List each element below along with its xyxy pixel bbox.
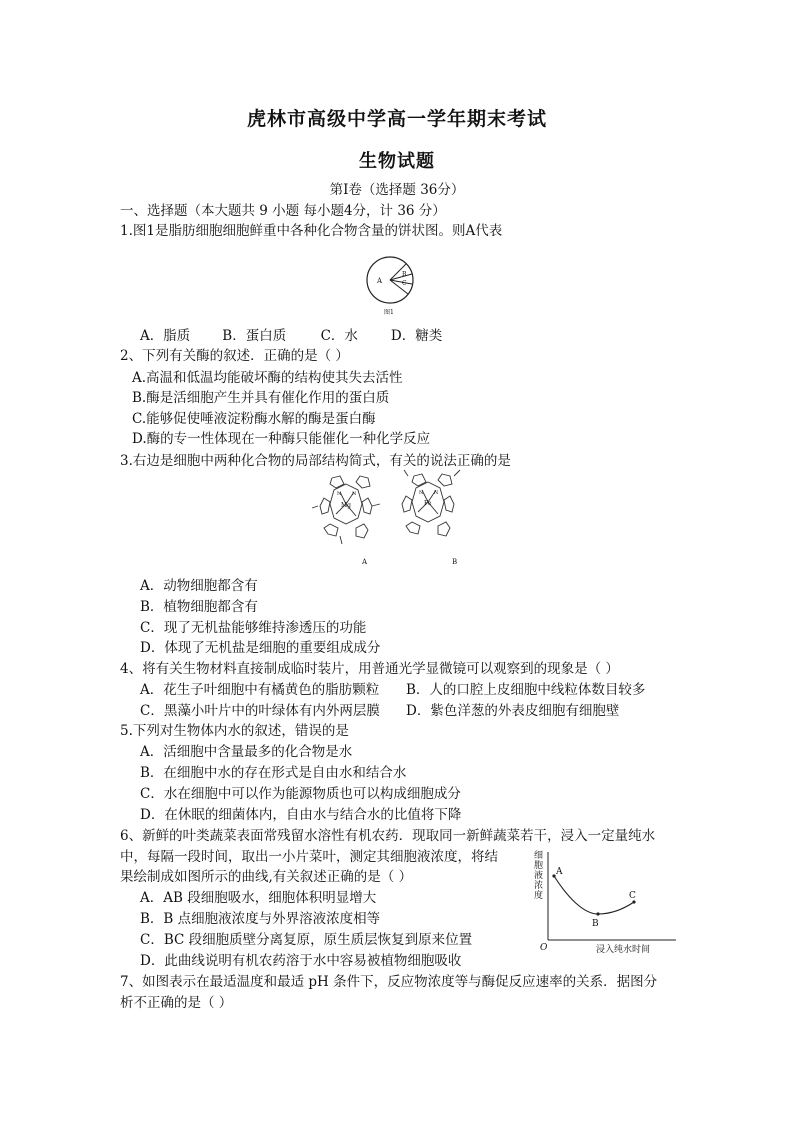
q3-nitrogen-2: N (352, 491, 357, 497)
q3-stem: 3.右边是细胞中两种化合物的局部结构简式，有关的说法正确的是 (120, 453, 511, 469)
q6-curve (554, 876, 634, 914)
q6-stem-line-3: 果绘制成如图所示的曲线,有关叙述正确的是（ ） (120, 869, 413, 885)
q3-structure-figure (310, 470, 470, 574)
q4-option-c[interactable]: C．黑藻小叶片中的叶绿体有内外两层膜 (140, 703, 380, 719)
q3-label-a: A (362, 558, 368, 566)
q2-option-b[interactable]: B.酶是活细胞产生并具有催化作用的蛋白质 (132, 390, 390, 406)
q7-stem-line-2: 析不正确的是（ ） (120, 995, 233, 1011)
q2-option-d[interactable]: D.酶的专一性体现在一种酶只能催化一种化学反应 (132, 431, 431, 447)
q3-label-b: B (452, 558, 458, 566)
q6-stem-line-1: 6、新鲜的叶类蔬菜表面常残留水溶性有机农药．现取同一新鲜蔬菜若干，浸入一定量纯水 (120, 828, 656, 844)
q1-pie-label-b: B (402, 271, 407, 278)
q6-option-b[interactable]: B．B 点细胞液浓度与外界溶液浓度相等 (140, 911, 381, 927)
q1-pie-label-a: A (377, 277, 383, 285)
q1-option-c[interactable]: C．水 (320, 328, 358, 344)
q3-atom-fe: Fe (424, 500, 432, 507)
q2-option-a[interactable]: A.高温和低温均能破坏酶的结构使其失去活性 (132, 370, 403, 386)
q5-option-a[interactable]: A．活细胞中含量最多的化合物是水 (140, 744, 353, 760)
q3-nitrogen-4: N (434, 490, 439, 496)
q1-option-d[interactable]: D．糖类 (390, 328, 443, 344)
section-heading: 第Ⅰ卷（选择题 36分） (329, 182, 465, 198)
q3-nitrogen-3: N (419, 490, 424, 496)
q6-y-label-char: 度 (534, 891, 544, 901)
q6-stem-line-2: 中，每隔一段时间，取出一小片菜叶，测定其细胞液浓度，将结 (120, 849, 498, 865)
q1-stem: 1.图1是脂肪细胞细胞鲜重中各种化合物含量的饼状图。则A代表 (120, 223, 503, 239)
q5-option-d[interactable]: D．在休眠的细菌体内，自由水与结合水的比值将下降 (140, 807, 462, 823)
q4-option-b[interactable]: B．人的口腔上皮细胞中线粒体数目较多 (406, 682, 646, 698)
q4-option-a[interactable]: A．花生子叶细胞中有橘黄色的脂肪颗粒 (140, 682, 380, 698)
q3-option-a[interactable]: A．动物细胞都含有 (140, 578, 258, 594)
q3-nitrogen-1: N (337, 491, 342, 497)
q1-pie-label-c: C (402, 280, 407, 287)
q4-option-d[interactable]: D．紫色洋葱的外表皮细胞有细胞壁 (406, 703, 620, 719)
q1-pie-caption: 图1 (384, 309, 394, 316)
chlorophyll-structure (312, 476, 380, 544)
q1-option-b[interactable]: B．蛋白质 (222, 328, 287, 344)
q6-y-label-char: 胞 (534, 861, 544, 871)
q7-stem-line-1: 7、如图表示在最适温度和最适 pH 条件下，反应物浓度等与酶促反应速率的关系．据图分 (120, 974, 658, 990)
q6-x-label: 浸入纯水时间 (596, 945, 651, 955)
q2-stem: 2、下列有关酶的叙述．正确的是（ ） (120, 348, 349, 364)
q3-option-b[interactable]: B．植物细胞都含有 (140, 599, 258, 615)
subject-title: 生物试题 (359, 151, 435, 172)
q6-point-a: A (556, 867, 563, 877)
part-heading: 一、选择题（本大题共 9 小题 每小题4分，计 36 分） (120, 203, 446, 219)
exam-title: 虎林市高级中学高一学年期末考试 (246, 108, 547, 130)
q1-option-a[interactable]: A．脂质 (140, 328, 191, 344)
q5-option-b[interactable]: B．在细胞中水的存在形式是自由水和结合水 (140, 765, 407, 781)
q5-stem: 5.下列对生物体内水的叙述，错误的是 (120, 723, 349, 739)
q3-option-d[interactable]: D．体现了无机盐是细胞的重要组成成分 (140, 640, 381, 656)
q1-pie-figure (362, 252, 422, 318)
q6-point-c: C (629, 891, 636, 901)
q6-y-label-char: 液 (534, 871, 544, 881)
q6-y-label-char: 细 (534, 851, 544, 861)
q6-y-label-char: 浓 (534, 881, 544, 891)
q6-option-a[interactable]: A．AB 段细胞吸水，细胞体积明显增大 (140, 890, 377, 906)
q6-option-d[interactable]: D．此曲线说明有机农药溶于水中容易被植物细胞吸收 (140, 953, 462, 969)
q3-atom-mg: Mg (341, 502, 351, 509)
q5-option-c[interactable]: C．水在细胞中可以作为能源物质也可以构成细胞成分 (140, 786, 461, 802)
q6-origin: O (540, 943, 548, 953)
q4-stem: 4、将有关生物材料直接制成临时装片，用普通光学显微镜可以观察到的现象是（ ） (120, 661, 619, 677)
q6-y-label (534, 850, 543, 901)
q6-point-b: B (592, 919, 599, 929)
q2-option-c[interactable]: C.能够促使唾液淀粉酶水解的酶是蛋白酶 (132, 411, 376, 427)
q6-option-c[interactable]: C．BC 段细胞质壁分离复原，原生质层恢复到原来位置 (140, 932, 473, 948)
q1-options (140, 326, 442, 346)
q3-option-c[interactable]: C．现了无机盐能够维持渗透压的功能 (140, 620, 367, 636)
q6-curve-figure (528, 848, 678, 958)
